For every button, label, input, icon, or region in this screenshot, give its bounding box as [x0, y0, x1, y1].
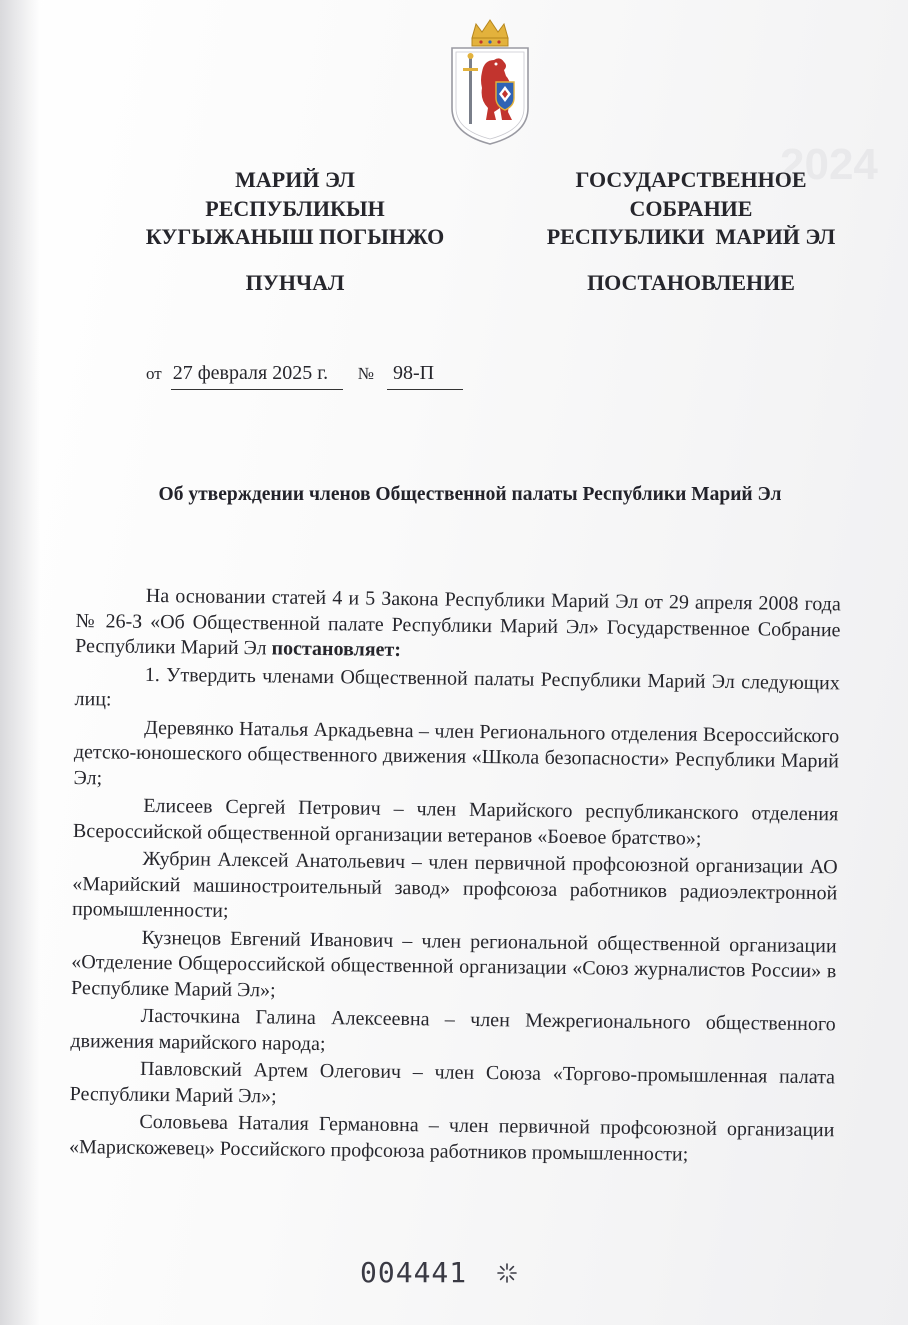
document-body	[69, 583, 841, 1171]
asterisk-seal-icon	[496, 1262, 518, 1284]
background-watermark: 2024	[780, 140, 878, 189]
member-paragraph: Павловский Артем Олегович – член Союза «Торгово-промышленная палата Республики Марий Эл»;	[69, 1057, 836, 1107]
document-date: 27 февраля 2025 г.	[171, 362, 343, 390]
crown-icon	[472, 20, 508, 46]
header-left-line1: МАРИЙ ЭЛ	[235, 167, 355, 192]
member-paragraph: Деревянко Наталья Аркадьевна – член Регионального отделения Всероссийского детско-юношеского общественного движения «Школа безопасности» Республики Марий Эл;	[73, 716, 840, 789]
header-right-line1: ГОСУДАРСТВЕННОЕ	[575, 167, 807, 192]
member-paragraph: Елисеев Сергей Петрович – член Марийского республиканского отделения Всероссийской общественной организации ветеранов «Боевое братство»;	[72, 794, 839, 850]
intro-bold: постановляет:	[271, 637, 402, 661]
document-title: Об утверждении членов Общественной палаты Республики Марий Эл	[158, 484, 782, 505]
ornament-shield-icon	[496, 82, 514, 110]
member-paragraph: Жубрин Алексей Анатольевич – член первичной профсоюзной организации АО «Марийский машиностроительный завод» профсоюза работников радиоэлектронной промышленности;	[71, 847, 838, 922]
intro-paragraph	[75, 583, 841, 669]
header-right	[515, 166, 867, 252]
member-paragraph: Кузнецов Евгений Иванович – член региональной общественной организации «Отделение Общероссийской общественной организации «Союз журналистов России» в Республике Марий Эл»;	[70, 926, 837, 1001]
header-right-line3: РЕСПУБЛИКИ МАРИЙ ЭЛ	[546, 224, 836, 249]
date-prefix: от	[146, 364, 162, 383]
doc-type-left: ПУНЧАЛ	[245, 270, 345, 295]
page-shadow	[0, 0, 40, 1325]
coat-of-arms-emblem	[446, 16, 534, 148]
intro-text: На основании статей 4 и 5 Закона Республики Марий Эл от 29 апреля 2008 года № 26-З «Об Общественной палате Республики Марий Эл» Государственное Собрание Республики Марий Эл	[75, 584, 841, 660]
doc-type-right: ПОСТАНОВЛЕНИЕ	[587, 270, 795, 295]
header-left-line3: КУГЫЖАНЫШ ПОГЫНЖО	[145, 224, 445, 249]
member-paragraph: Ласточкина Галина Алексеевна – член Межрегионального общественного движения марийского народа;	[70, 1004, 836, 1055]
document-number: 98-П	[387, 362, 463, 390]
item-1-paragraph: 1. Утвердить членами Общественной палаты Республики Марий Эл следующих лиц:	[74, 663, 840, 711]
header-left-line2: РЕСПУБЛИКЫН	[205, 195, 385, 221]
header-right-line2: СОБРАНИЕ	[629, 195, 753, 221]
member-paragraph: Соловьева Наталия Германовна – член первичной профсоюзной организации «Марискожевец» Российского профсоюза работников промышленности;	[68, 1110, 835, 1166]
header-left	[110, 166, 480, 252]
serial-number: 004441	[360, 1256, 468, 1289]
number-prefix: №	[357, 364, 374, 383]
document-meta	[146, 362, 463, 390]
